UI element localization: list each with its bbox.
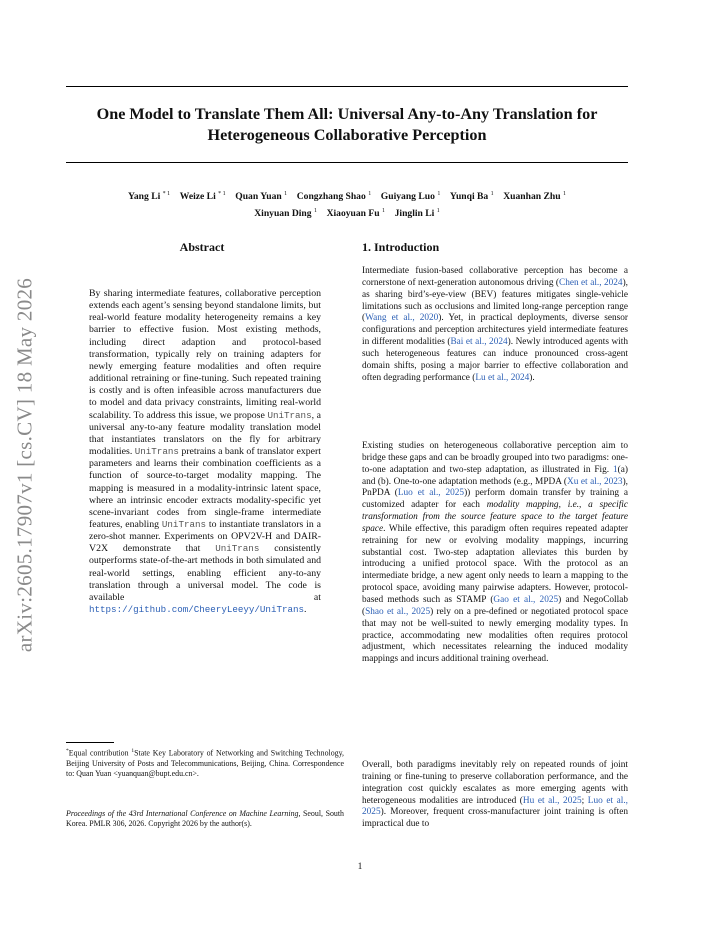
affiliation-mark: 1: [368, 191, 372, 197]
body-text: . While effective, this paradigm often requires repeated adapter retraining for new or evolving modality mappings, incurring substantial cost. Two-step adaptation alleviates this burden by introducing a unified protocol space. With the protocol as an intermediate bridge, a new agent only needs to learn a mapping to the protocol space, avoiding many pairwise adapters. However, protocol-based methods such as STAMP (: [362, 523, 628, 605]
introduction-heading: 1. Introduction: [362, 240, 440, 254]
affiliation-mark: 1: [313, 208, 317, 215]
body-text: ).: [529, 372, 535, 383]
author-name: Guiyang Luo: [380, 191, 435, 203]
author-name: Weize Li: [179, 191, 216, 203]
body-text: ), PnPDA (: [362, 476, 628, 499]
author-name: Jinglin Li: [394, 208, 435, 220]
body-text: ). Moreover, frequent cross-manufacturer joint training is often impractical due to: [362, 807, 628, 830]
emphasis-text: modality mapping, i.e., a specific transformation from the source feature space to the target feature space: [362, 500, 628, 534]
affiliation-mark: * 1: [162, 191, 171, 197]
author-list: [66, 187, 628, 221]
model-name: UniTrans: [161, 518, 207, 530]
citation-link[interactable]: Bai et al., 2024: [450, 337, 508, 348]
page-number: 1: [357, 862, 363, 872]
body-text: ) and NegoCollab (: [362, 594, 628, 617]
affiliation-mark: 1: [562, 191, 566, 197]
affiliation-mark: 1: [437, 191, 441, 197]
citation-link[interactable]: Hu et al., 2025: [522, 795, 582, 806]
citation-link[interactable]: Xu et al., 2023: [567, 476, 623, 487]
affiliation-mark: * 1: [218, 191, 226, 197]
body-text: Overall, both paradigms inevitably rely on repeated rounds of joint training or fine-tuning to preserve collaboration performance, and the integration cost quickly escalates as more emerging agents with heterogeneous modalities are introduced (: [362, 760, 628, 806]
author-line-1: [66, 187, 628, 204]
abstract-text: to instantiate translators in a zero-shot manner. Experiments on OPV2V-H and DAIR-V2X demonstrate that: [89, 518, 321, 555]
footnote-mark: *: [66, 748, 69, 754]
author-name: Xinyuan Ding: [254, 208, 312, 220]
body-text: ). Newly introduced agents with such heterogeneous features can induce pronounced cross-agent domain shifts, posing a major barrier to effective collaboration and often degrading performance (: [362, 337, 628, 383]
footnote-mark: 1: [131, 748, 135, 754]
title-bottom-rule: [66, 162, 628, 163]
model-name: UniTrans: [267, 409, 312, 421]
abstract-text: pretrains a bank of translator expert parameters and learns their combination coefficients as a function of source-to-target modality mapping. The mapping is measured in a modality-intrinsic latent space, where an intrinsic encoder extracts modality-specific yet scene-invariant codes from single-frame intermediate features, enabling: [89, 446, 322, 530]
model-name: UniTrans: [134, 446, 179, 458]
footnote-text: Equal contribution: [68, 748, 132, 758]
footnote: [66, 746, 344, 779]
affiliation-mark: 1: [436, 208, 440, 215]
citation-link[interactable]: Wang et al., 2020: [365, 313, 439, 324]
citation-link[interactable]: 1: [613, 464, 618, 475]
author-name: Xuanhan Zhu: [503, 191, 561, 203]
body-text: ) rely on a pre-defined or negotiated protocol space that may not be well-suited to newly emerging modality types. In practice, accommodating new modalities often requires protocol adjustment, which necessitates relearning the induced modality mappings and incurs additional training overhead.: [362, 606, 628, 665]
intro-paragraph-2: [362, 441, 628, 666]
top-rule: [66, 86, 628, 87]
arxiv-stamp-container: [10, 255, 40, 675]
model-name: UniTrans: [215, 543, 260, 555]
proceedings-details: , Seoul, South Korea. PMLR 306, 2026. Copyright 2026 by the author(s).: [66, 809, 344, 828]
abstract-text: consistently outperforms state-of-the-art methods in both simulated and real-world settings, enabling efficient any-to-any translation through a universal model. The code is available at: [89, 543, 321, 603]
author-line-2: [66, 204, 628, 221]
author-name: Congzhang Shao: [296, 191, 366, 203]
title-line-2: Heterogeneous Collaborative Perception: [207, 126, 487, 144]
body-text: (a) and (b). One-to-one adaptation methods (e.g., MPDA (: [362, 464, 628, 487]
affiliation-mark: 1: [382, 208, 386, 215]
citation-link[interactable]: Luo et al., 2025: [362, 795, 628, 818]
title-line-1: One Model to Translate Them All: Universal Any-to-Any Translation for: [96, 105, 598, 123]
abstract-text: By sharing intermediate features, collaborative perception extends each agent’s sensing beyond standalone limits, but real-world feature modality heterogeneity remains a key barrier to effective fusion. Most existing methods, including direct adaption and protocol-based transformation, typically rely on training adapters for newly emerging feature modalities and often require additional retraining or fine-tuning. Such repeated training is costly and is often infeasible across manufacturers due to model and data privacy constraints, limiting real-world scalability. To address this issue, we propose: [89, 288, 321, 421]
body-text: Existing studies on heterogeneous collaborative perception aim to bridge these gaps and can be broadly grouped into two paradigms: one-to-one adaptation and two-step adaptation, as illustrated in Fig.: [362, 441, 628, 475]
author-name: Yunqi Ba: [449, 191, 489, 203]
affiliation-mark: 1: [284, 191, 288, 197]
proceedings-venue: Proceedings of the 43rd International Conference on Machine Learning: [66, 809, 299, 818]
arxiv-stamp: arXiv:2605.17907v1 [cs.CV] 18 May 2026: [12, 277, 37, 653]
footnote-rule: [66, 742, 114, 743]
citation-link[interactable]: Gao et al., 2025: [493, 594, 559, 605]
citation-link[interactable]: Lu et al., 2024: [475, 372, 530, 383]
body-text: Intermediate fusion-based collaborative perception has become a cornerstone of next-generation autonomous driving (: [362, 266, 628, 288]
citation-link[interactable]: Luo et al., 2025: [397, 488, 465, 499]
code-repo-link[interactable]: https://github.com/CheeryLeeyy/UniTrans: [89, 604, 305, 616]
body-text: ). Yet, in practical deployments, diverse sensor configurations and perception architectures yield intermediate features in different modalities (: [362, 313, 628, 348]
citation-link[interactable]: Shao et al., 2025: [365, 606, 431, 617]
abstract-heading: Abstract: [179, 240, 225, 254]
author-name: Yang Li: [128, 191, 161, 203]
paper-title: [66, 104, 628, 146]
body-text: ;: [581, 795, 588, 806]
author-name: Quan Yuan: [235, 191, 282, 203]
author-name: Xiaoyuan Fu: [326, 208, 380, 220]
abstract-text: , a universal any-to-any feature modality translation model that instantiates translators on the fly for arbitrary modalities.: [89, 409, 321, 458]
intro-paragraph-1: [362, 266, 628, 384]
intro-paragraph-3: [362, 760, 628, 831]
footnote-text: State Key Laboratory of Networking and Switching Technology, Beijing University of Posts and Telecommunications, Beijing, China. Correspondence to: Quan Yuan <yuanquan@bupt.edu.cn>.: [66, 748, 345, 778]
body-text: )) perform domain transfer by training a customized adapter for each: [362, 488, 628, 511]
proceedings-note: [66, 809, 344, 829]
abstract-text: .: [304, 604, 307, 616]
affiliation-mark: 1: [490, 191, 494, 197]
abstract-body: [89, 288, 321, 616]
citation-link[interactable]: Chen et al., 2024: [559, 277, 623, 288]
body-text: ), as sharing bird’s-eye-view (BEV) features mitigates single-vehicle limitations such as occlusions and limited long-range perception range (: [362, 277, 628, 324]
